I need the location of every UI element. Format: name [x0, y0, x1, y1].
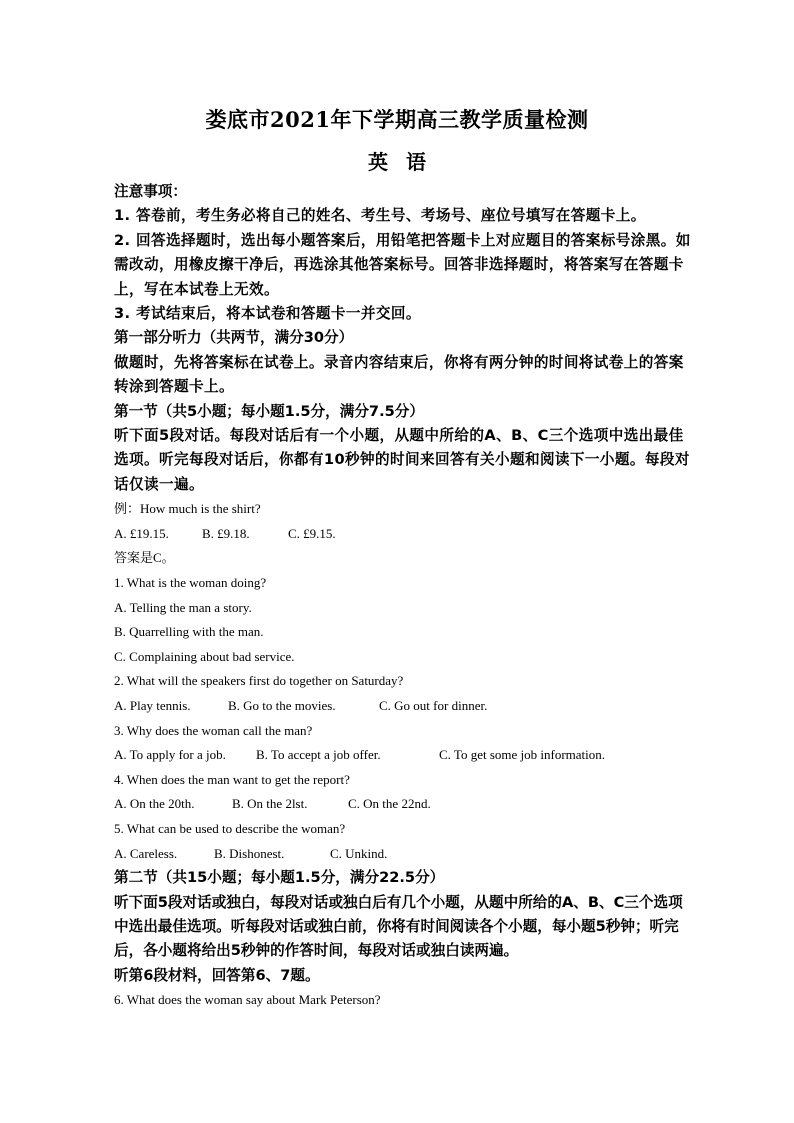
example-question: 例：How much is the shirt?	[114, 501, 261, 517]
notice-item-2: 2. 回答选择题时，选出每小题答案后，用铅笔把答题卡上对应题目的答案标号涂黑。如需改动，用橡皮擦干净后，再选涂其他答案标号。回答非选择题时，将答案写在答题卡上，写在本试卷上无效。	[114, 231, 691, 298]
section2-material: 听第6段材料，回答第6、7题。	[114, 966, 320, 984]
question-3: 3. Why does the woman call the man?	[114, 722, 313, 738]
notice-item-1: 1. 答卷前，考生务必将自己的姓名、考生号、考场号、座位号填写在答题卡上。	[114, 207, 646, 225]
question-3-option-b: B. To accept a job offer.	[256, 747, 381, 763]
notice-heading: 注意事项：	[114, 183, 187, 200]
question-3-option-a: A. To apply for a job.	[114, 747, 226, 763]
example-option-c: C. £9.15.	[288, 525, 336, 541]
question-4-options	[114, 792, 694, 817]
exam-content	[114, 180, 694, 1013]
question-4-option-a: A. On the 20th.	[114, 796, 195, 812]
question-4: 4. When does the man want to get the report?	[114, 771, 350, 787]
question-6: 6. What does the woman say about Mark Peterson?	[114, 992, 381, 1008]
question-5: 5. What can be used to describe the woman?	[114, 821, 346, 836]
question-2-options	[114, 694, 694, 719]
section1-heading: 第一节（共5小题；每小题1.5分，满分7.5分）	[114, 402, 424, 420]
example-option-b: B. £9.18.	[202, 525, 250, 541]
subject-title: 英语	[368, 150, 444, 174]
section2-heading: 第二节（共15小题；每小题1.5分，满分22.5分）	[114, 869, 445, 887]
notice-item-3: 3. 考试结束后，将本试卷和答题卡一并交回。	[114, 305, 421, 323]
section2-instruction: 听下面5段对话或独白，每段对话或独白后有几个小题，从题中所给的A、B、C三个选项中选出最佳选项。听每段对话或独白前，你将有时间阅读各个小题，每小题5秒钟；听完后，各小题将给出5秒钟的作答时间，每段对话或独白读两遍。	[114, 893, 683, 960]
question-1-option-a: A. Telling the man a story.	[114, 599, 252, 615]
question-3-option-c: C. To get some job information.	[439, 747, 606, 763]
example-answer: 答案是C。	[114, 550, 175, 566]
question-1: 1. What is the woman doing?	[114, 575, 267, 591]
question-1-option-b: B. Quarrelling with the man.	[114, 624, 264, 640]
question-4-option-b: B. On the 2lst.	[232, 796, 308, 812]
question-5-option-a: A. Careless.	[114, 845, 178, 861]
exam-title: 娄底市2021年下学期高三教学质量检测	[205, 107, 589, 132]
question-2: 2. What will the speakers first do together on Saturday?	[114, 673, 404, 689]
question-3-options	[114, 743, 694, 768]
question-5-options	[114, 842, 694, 867]
question-5-option-b: B. Dishonest.	[214, 845, 285, 861]
question-4-option-c: C. On the 22nd.	[348, 796, 431, 812]
question-5-option-c: C. Unkind.	[330, 845, 388, 861]
part1-heading: 第一部分听力（共两节，满分30分）	[114, 329, 354, 347]
question-2-option-a: A. Play tennis.	[114, 698, 191, 714]
example-options	[114, 522, 694, 547]
section1-instruction: 听下面5段对话。每段对话后有一个小题，从题中所给的A、B、C三个选项中选出最佳选项。听完每段对话后，你都有10秒钟的时间来回答有关小题和阅读下一小题。每段对话仅读一遍。	[114, 427, 690, 493]
question-2-option-c: C. Go out for dinner.	[379, 698, 488, 714]
question-1-option-c: C. Complaining about bad service.	[114, 648, 295, 664]
part1-instruction: 做题时，先将答案标在试卷上。录音内容结束后，你将有两分钟的时间将试卷上的答案转涂到答题卡上。	[114, 353, 684, 396]
question-2-option-b: B. Go to the movies.	[228, 698, 336, 714]
example-option-a: A. £19.15.	[114, 525, 169, 541]
